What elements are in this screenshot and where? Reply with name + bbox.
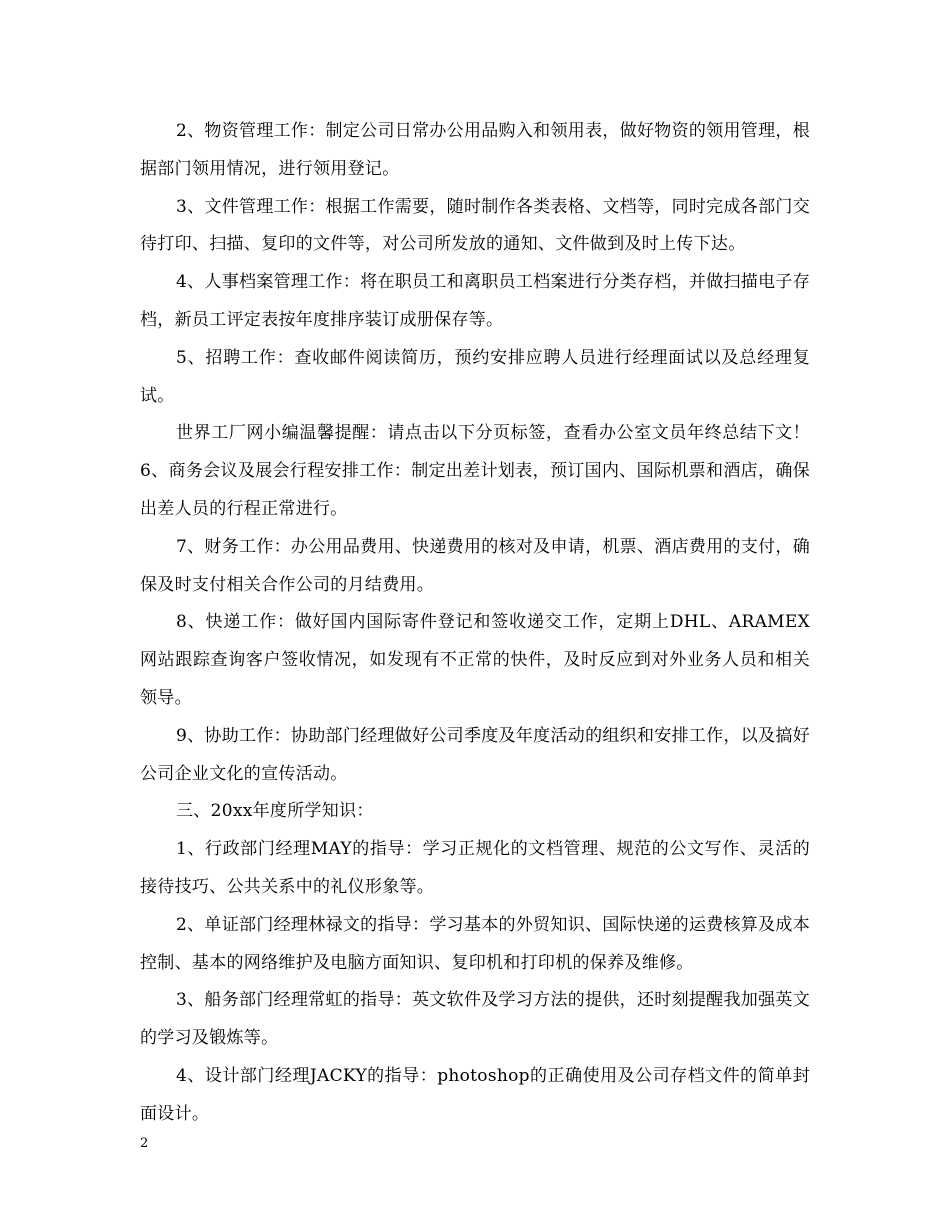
paragraph-shipping-manager: 3、船务部门经理常虹的指导：英文软件及学习方法的提供，还时刻提醒我加强英文的学习及锻炼等。	[140, 990, 810, 1049]
page-number: 2	[140, 1136, 149, 1151]
paragraph-design-manager: 4、设计部门经理JACKY的指导：photoshop的正确使用及公司存档文件的简单封面设计。	[140, 1065, 810, 1124]
section-heading-knowledge: 三、20xx年度所学知识：	[176, 801, 374, 822]
paragraph-file-management: 3、文件管理工作：根据工作需要，随时制作各类表格、文档等，同时完成各部门交待打印、扫描、复印的文件等，对公司所发放的通知、文件做到及时上传下达。	[140, 196, 810, 255]
paragraph-documents-manager: 2、单证部门经理林禄文的指导：学习基本的外贸知识、国际快递的运费核算及成本控制、基本的网络维护及电脑方面知识、复印机和打印机的保养及维修。	[140, 914, 810, 973]
paragraph-express-delivery: 8、快递工作：做好国内国际寄件登记和签收递交工作，定期上DHL、ARAMEX网站跟踪查询客户签收情况，如发现有不正常的快件，及时反应到对外业务人员和相关领导。	[140, 612, 810, 708]
paragraph-assistance: 9、协助工作：协助部门经理做好公司季度及年度活动的组织和安排工作，以及搞好公司企业文化的宣传活动。	[140, 725, 810, 784]
document-body	[140, 113, 828, 1134]
paragraph-recruitment: 5、招聘工作：查收邮件阅读简历，预约安排应聘人员进行经理面试以及总经理复试。	[140, 347, 810, 406]
paragraph-finance: 7、财务工作：办公用品费用、快递费用的核对及申请，机票、酒店费用的支付，确保及时支付相关合作公司的月结费用。	[140, 536, 810, 595]
paragraph-personnel-archives: 4、人事档案管理工作：将在职员工和离职员工档案进行分类存档，并做扫描电子存档，新员工评定表按年度排序装订成册保存等。	[140, 272, 810, 330]
paragraph-material-management: 2、物资管理工作：制定公司日常办公用品购入和领用表，做好物资的领用管理，根据部门领用情况，进行领用登记。	[140, 121, 810, 179]
paragraph-business-meetings: 世界工厂网小编温馨提醒：请点击以下分页标签，查看办公室文员年终总结下文！ 6、商务会议及展会行程安排工作：制定出差计划表，预订国内、国际机票和酒店，确保出差人员的行程正常进行。	[140, 423, 828, 519]
paragraph-admin-manager: 1、行政部门经理MAY的指导：学习正规化的文档管理、规范的公文写作、灵活的接待技巧、公共关系中的礼仪形象等。	[140, 839, 810, 897]
